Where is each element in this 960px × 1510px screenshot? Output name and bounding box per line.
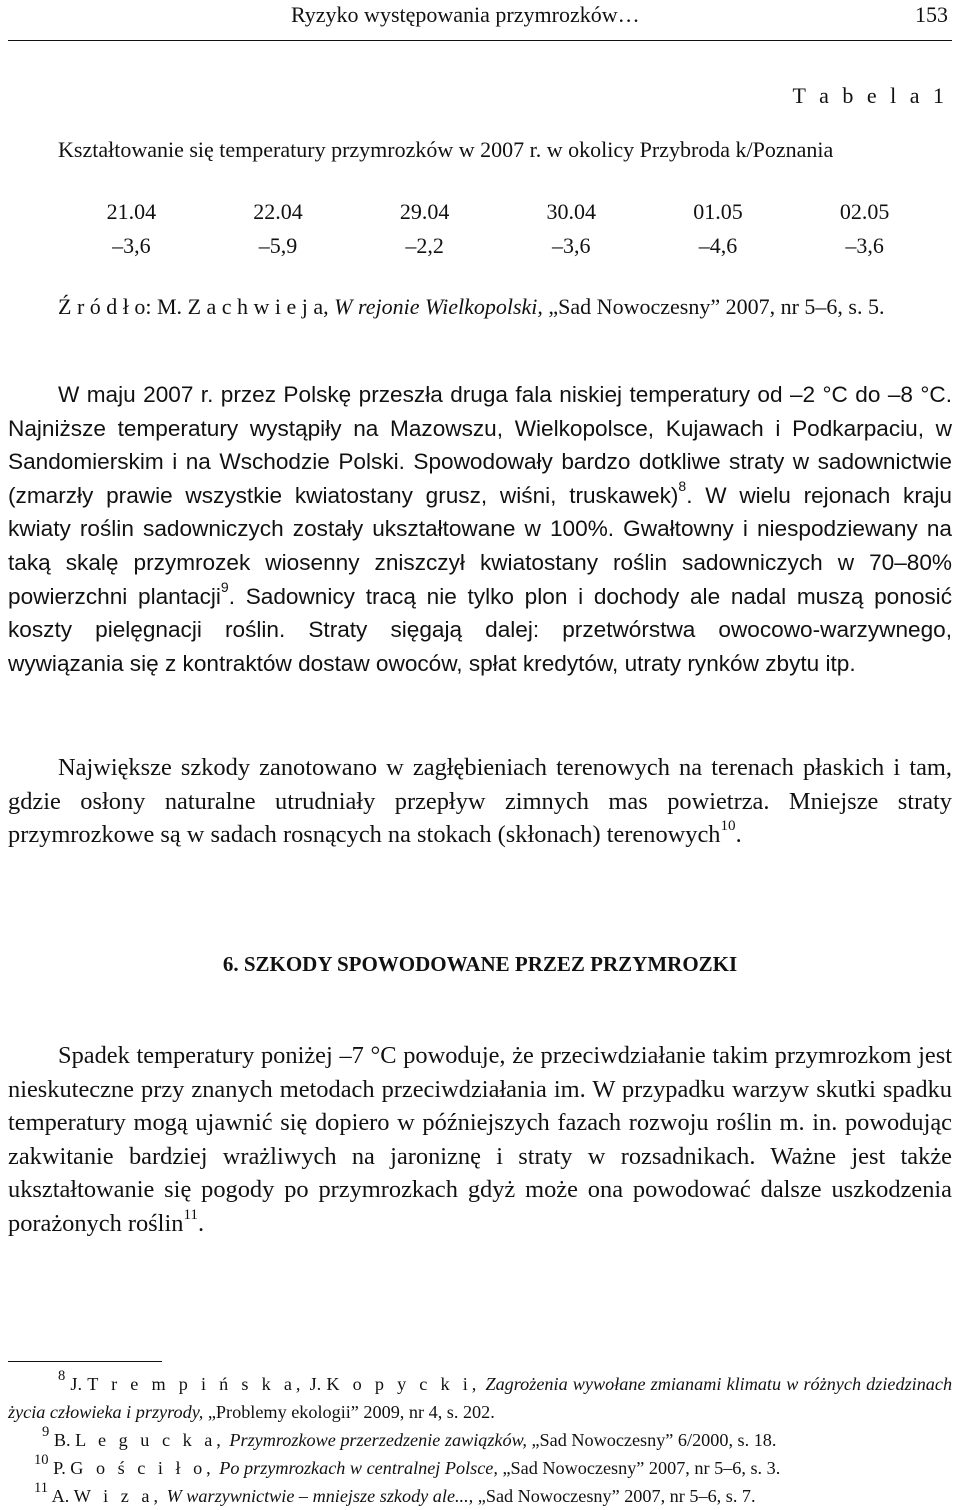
- table-cell-date: 01.05: [693, 199, 743, 224]
- body-text-block-1: [8, 378, 952, 680]
- paragraph-3-text-a: Spadek temperatury poniżej –7 °C powoduje, że przeciwdziałanie takim przymrozkom jest nieskuteczne przy znanych metodach przeciwdziałania im. W przypadku warzyw skutki spadku temperatury mogą ujawnić się dopiero w późniejszych fazach rozwoju roślin m. in. powodując zakwitanie bardziej wrażliwych na jaroniznę i straty w rozsadnikach. Ważne jest także ukształtowanie się pogody po przymrozkach gdyż może ona powodować dalsze uszkodzenia porażonych roślin: [8, 1042, 952, 1237]
- footnote-title: W warzywnictwie – mniejsze szkody ale...,: [166, 1486, 474, 1506]
- paragraph-1-text-b: . W wielu rejonach kraju kwiaty roślin sadowniczych zostały ukształtowane w 100%. Gwałtowny i niespodziewany na taką skalę przymrozek wiosenny zniszczył kwiatostany roślin sadowniczych w 70–80% powierzchni plantacji: [8, 482, 952, 609]
- paragraph-1-text-c: . Sadownicy tracą nie tylko plon i dochody ale nadal muszą ponosić koszty pielęgnacji roślin. Straty sięgają dalej: przetwórstwa owocowo-warzywnego, wywiązania się z kontraktów dostaw owoców, spłat kredytów, utraty rynków zbytu itp.: [8, 583, 952, 676]
- page-number: 153: [915, 2, 948, 27]
- footnote-publication: „Sad Nowoczesny” 6/2000, s. 18.: [531, 1430, 777, 1450]
- source-author: Z a c h w i e j a,: [187, 294, 329, 319]
- footnote-author-initial: J.: [309, 1374, 322, 1394]
- footnote-number: 10: [34, 1452, 49, 1469]
- footnote-publication: „Sad Nowoczesny” 2007, nr 5–6, s. 7.: [477, 1486, 756, 1506]
- table-row-temperatures: [58, 229, 938, 263]
- table-cell-date: 02.05: [839, 199, 890, 224]
- footnote-ref-10: 10: [720, 818, 736, 835]
- footnote-9: [8, 1426, 952, 1454]
- table-cell-date: 22.04: [253, 199, 303, 224]
- table-row-dates: [58, 195, 938, 229]
- table-label: T a b e l a 1: [792, 83, 948, 108]
- footnote-divider: [8, 1361, 162, 1362]
- footnote-author: T r e m p i ń s k a,: [87, 1374, 305, 1394]
- footnote-author: W i z a,: [73, 1486, 163, 1506]
- footnotes: [8, 1370, 952, 1510]
- footnote-title: Przymrozkowe przerzedzenie zawiązków,: [229, 1430, 527, 1450]
- footnote-author-initial: J.: [70, 1374, 83, 1394]
- paragraph-3: [8, 1039, 952, 1241]
- table-cell-temperature: –5,9: [258, 233, 298, 258]
- body-text-block-2: [8, 751, 952, 852]
- paragraph-2-text-b: .: [735, 821, 742, 849]
- footnote-title: Zagrożenia wywołane zmianami klimatu w różnych dziedzinach życia człowieka i przyrody,: [8, 1374, 953, 1422]
- table-cell-temperature: –2,2: [405, 233, 444, 258]
- running-title: Ryzyko występowania przymrozków…: [291, 2, 640, 27]
- footnote-number: 9: [42, 1424, 50, 1441]
- temperature-table: [58, 195, 938, 263]
- footnote-author: G o ś c i ł o,: [70, 1458, 215, 1478]
- table-cell-date: 30.04: [546, 199, 597, 224]
- body-text-block-3: [8, 1039, 952, 1241]
- footnote-8: [8, 1370, 952, 1426]
- footnote-number: 8: [58, 1368, 66, 1385]
- section-title: SZKODY SPOWODOWANE PRZEZ PRZYMROZKI: [243, 952, 738, 976]
- footnote-author: L e g u c k a,: [75, 1430, 225, 1450]
- paragraph-3-text-b: .: [198, 1209, 205, 1237]
- table-cell-date: 21.04: [106, 199, 157, 224]
- table-source: [58, 294, 884, 320]
- section-number: 6.: [222, 952, 239, 976]
- footnote-title: Po przymrozkach w centralnej Polsce,: [219, 1458, 498, 1478]
- table-caption: Kształtowanie się temperatury przymrozków w 2007 r. w okolicy Przybroda k/Poznania: [58, 137, 834, 162]
- footnote-author-initial: P.: [53, 1458, 66, 1478]
- footnote-10: [8, 1454, 952, 1482]
- footnote-publication: „Problemy ekologii” 2009, nr 4, s. 202.: [207, 1402, 495, 1422]
- footnote-ref-9: 9: [220, 579, 229, 596]
- table-cell-temperature: –4,6: [698, 233, 738, 258]
- paragraph-2: [8, 751, 952, 852]
- footnote-author-initial: A.: [51, 1486, 70, 1506]
- paragraph-2-text-a: Największe szkody zanotowano w zagłębieniach terenowych na terenach płaskich i tam, gdzie osłony naturalne utrudniały przepływ zimnych mas powietrza. Mniejsze straty przymrozkowe są w sadach rosnących na stokach (skłonach) terenowych: [8, 754, 952, 849]
- source-publication: „Sad Nowoczesny” 2007, nr 5–6, s. 5.: [548, 294, 885, 319]
- paragraph-1-text-a: W maju 2007 r. przez Polskę przeszła druga fala niskiej temperatury od –2 °C do –8 °C. Najniższe temperatury wystąpiły na Mazowszu, Wielkopolsce, Kujawach i Podkarpaciu, w Sandomierskim i na Wschodzie Polski. Spowodowały bardzo dotkliwe straty w sadownictwie (zmarzły prawie wszystkie kwiatostany grusz, wiśni, truskawek): [8, 382, 952, 508]
- table-cell-temperature: –3,6: [112, 233, 151, 258]
- table-cell-temperature: –3,6: [845, 233, 884, 258]
- source-label: Ź r ó d ł o:: [58, 294, 152, 319]
- page-header: [8, 0, 952, 41]
- footnote-ref-8: 8: [678, 478, 687, 495]
- footnote-11: [8, 1482, 952, 1510]
- footnote-author: K o p y c k i,: [326, 1374, 481, 1394]
- footnote-ref-11: 11: [183, 1206, 198, 1223]
- footnote-author-initial: B.: [53, 1430, 71, 1450]
- footnote-number: 11: [34, 1480, 49, 1497]
- table-cell-temperature: –3,6: [552, 233, 591, 258]
- footnote-publication: „Sad Nowoczesny” 2007, nr 5–6, s. 3.: [502, 1458, 781, 1478]
- table-cell-date: 29.04: [399, 199, 450, 224]
- source-author-initial: M.: [157, 294, 183, 319]
- paragraph-1: [8, 378, 952, 680]
- section-heading: [8, 952, 952, 977]
- source-title: W rejonie Wielkopolski,: [334, 294, 543, 319]
